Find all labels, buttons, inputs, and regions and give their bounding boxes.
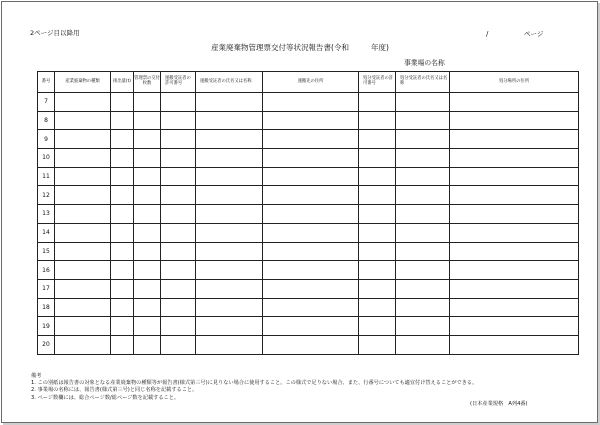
disposer-name-cell[interactable] [396,205,450,224]
waste-type-cell[interactable] [55,186,111,205]
carrier-name-cell[interactable] [196,149,263,168]
disposal-site-cell[interactable] [450,223,579,242]
disposal-site-cell[interactable] [450,261,579,280]
manifest-count-cell[interactable] [134,130,161,149]
waste-type-cell[interactable] [55,149,111,168]
disposer-permit-cell[interactable] [359,111,396,130]
row-number: 14 [38,223,55,242]
row-number: 8 [38,111,55,130]
table-row [38,186,579,205]
amount-cell[interactable] [111,279,134,298]
carrier-permit-cell[interactable] [161,242,196,261]
amount-cell[interactable] [111,335,134,354]
row-number: 17 [38,279,55,298]
row-number: 11 [38,167,55,186]
disposer-name-cell[interactable] [396,317,450,336]
standard-note: (日本産業規格 A列4番) [470,401,528,407]
carrier-name-cell[interactable] [196,186,263,205]
amount-cell[interactable] [111,130,134,149]
disposer-name-cell[interactable] [396,186,450,205]
carrier-name-cell[interactable] [196,242,263,261]
amount-cell[interactable] [111,186,134,205]
destination-address-cell[interactable] [263,167,359,186]
form-title [0,44,600,52]
manifest-count-cell[interactable] [134,242,161,261]
manifest-count-cell[interactable] [134,317,161,336]
disposer-permit-cell[interactable] [359,223,396,242]
amount-cell[interactable] [111,298,134,317]
col-disposer-permit-header: 処分受託者の許可番号 [359,72,396,93]
amount-cell[interactable] [111,205,134,224]
amount-cell[interactable] [111,149,134,168]
manifest-count-cell[interactable] [134,205,161,224]
carrier-permit-cell[interactable] [161,167,196,186]
carrier-permit-cell[interactable] [161,335,196,354]
disposal-site-cell[interactable] [450,111,579,130]
waste-type-cell[interactable] [55,205,111,224]
table-row [38,242,579,261]
disposer-permit-cell[interactable] [359,167,396,186]
carrier-name-cell[interactable] [196,130,263,149]
amount-cell[interactable] [111,242,134,261]
carrier-permit-cell[interactable] [161,205,196,224]
disposal-site-cell[interactable] [450,167,579,186]
carrier-name-cell[interactable] [196,93,263,112]
amount-cell[interactable] [111,93,134,112]
disposer-permit-cell[interactable] [359,335,396,354]
disposal-site-cell[interactable] [450,205,579,224]
carrier-name-cell[interactable] [196,111,263,130]
row-number: 9 [38,130,55,149]
disposal-site-cell[interactable] [450,149,579,168]
report-table [37,71,579,355]
destination-address-cell[interactable] [263,205,359,224]
row-number: 18 [38,298,55,317]
table-row [38,223,579,242]
table-row [38,335,579,354]
disposal-site-cell[interactable] [450,317,579,336]
table-row [38,298,579,317]
waste-type-cell[interactable] [55,279,111,298]
disposer-permit-cell[interactable] [359,205,396,224]
form-title-main: 産業廃棄物管理票交付等状況報告書(令和 [211,43,349,52]
row-number: 13 [38,205,55,224]
table-row [38,149,579,168]
carrier-name-cell[interactable] [196,205,263,224]
col-carrier-name-header: 運搬受託者の氏名又は名称 [196,72,263,93]
manifest-count-cell[interactable] [134,167,161,186]
carrier-permit-cell[interactable] [161,111,196,130]
page-note: 2ページ目以降用 [30,29,80,37]
col-waste-type-header: 産業廃棄物の種類 [55,72,111,93]
col-disposal-site-header: 処分場所の住所 [450,72,579,93]
notes [31,373,477,402]
notes-line-2: 2. 事業場の名称には、報告書(様式第三号)と同じ名称を記載すること。 [31,387,198,394]
amount-cell[interactable] [111,111,134,130]
waste-type-cell[interactable] [55,167,111,186]
carrier-permit-cell[interactable] [161,186,196,205]
disposer-permit-cell[interactable] [359,186,396,205]
disposer-name-cell[interactable] [396,149,450,168]
amount-cell[interactable] [111,223,134,242]
carrier-name-cell[interactable] [196,261,263,280]
destination-address-cell[interactable] [263,317,359,336]
disposer-name-cell[interactable] [396,279,450,298]
amount-cell[interactable] [111,167,134,186]
disposer-name-cell[interactable] [396,335,450,354]
carrier-name-cell[interactable] [196,335,263,354]
form-title-year: 年度) [371,43,389,52]
waste-type-cell[interactable] [55,111,111,130]
disposer-permit-cell[interactable] [359,261,396,280]
amount-cell[interactable] [111,261,134,280]
destination-address-cell[interactable] [263,111,359,130]
carrier-name-cell[interactable] [196,167,263,186]
carrier-permit-cell[interactable] [161,93,196,112]
waste-type-cell[interactable] [55,317,111,336]
row-number: 20 [38,335,55,354]
destination-address-cell[interactable] [263,335,359,354]
table-row [38,93,579,112]
disposer-permit-cell[interactable] [359,93,396,112]
destination-address-cell[interactable] [263,223,359,242]
table-row [38,130,579,149]
carrier-name-cell[interactable] [196,223,263,242]
manifest-count-cell[interactable] [134,279,161,298]
row-number: 19 [38,317,55,336]
disposer-name-cell[interactable] [396,261,450,280]
disposer-permit-cell[interactable] [359,279,396,298]
table-row [38,111,579,130]
carrier-permit-cell[interactable] [161,317,196,336]
disposer-name-cell[interactable] [396,167,450,186]
disposal-site-cell[interactable] [450,130,579,149]
table-row [38,205,579,224]
row-number: 10 [38,149,55,168]
row-number: 7 [38,93,55,112]
destination-address-cell[interactable] [263,242,359,261]
destination-address-cell[interactable] [263,186,359,205]
table-row [38,167,579,186]
amount-cell[interactable] [111,317,134,336]
col-amount-header: 排出量(t) [111,72,134,93]
notes-line-1: 1. この別紙は報告書の対象となる産業廃棄物の種類等が報告書(様式第三号)に見りない場合に使用すること。この様式で足りない場合、また、行番号についても適宜付け替えることができる。 [31,380,478,387]
waste-type-cell[interactable] [55,298,111,317]
destination-address-cell[interactable] [263,279,359,298]
carrier-permit-cell[interactable] [161,261,196,280]
disposal-site-cell[interactable] [450,335,579,354]
carrier-name-cell[interactable] [196,279,263,298]
disposer-permit-cell[interactable] [359,130,396,149]
disposal-site-cell[interactable] [450,279,579,298]
notes-heading: 備考 [31,373,42,379]
destination-address-cell[interactable] [263,298,359,317]
col-destination-address-header: 運搬先の住所 [263,72,359,93]
carrier-permit-cell[interactable] [161,279,196,298]
row-number: 12 [38,186,55,205]
col-manifest-count-header: 管理票の交付枚数 [134,72,161,93]
row-number: 15 [38,242,55,261]
destination-address-cell[interactable] [263,149,359,168]
disposal-site-cell[interactable] [450,93,579,112]
manifest-count-cell[interactable] [134,335,161,354]
col-carrier-permit-header: 運搬受託者の許可番号 [161,72,196,93]
table-row [38,279,579,298]
waste-type-cell[interactable] [55,335,111,354]
manifest-count-cell[interactable] [134,149,161,168]
disposer-name-cell[interactable] [396,130,450,149]
col-number-header: 番号 [38,72,55,93]
carrier-permit-cell[interactable] [161,149,196,168]
disposer-name-cell[interactable] [396,111,450,130]
waste-type-cell[interactable] [55,261,111,280]
destination-address-cell[interactable] [263,261,359,280]
carrier-permit-cell[interactable] [161,223,196,242]
destination-address-cell[interactable] [263,93,359,112]
manifest-count-cell[interactable] [134,223,161,242]
disposer-permit-cell[interactable] [359,317,396,336]
page-slash: / [486,30,489,38]
disposal-site-cell[interactable] [450,242,579,261]
notes-line-3: 3. ページ数欄には、総合ページ数/総ページ数を記載すること。 [31,394,180,401]
carrier-permit-cell[interactable] [161,298,196,317]
table-row [38,261,579,280]
manifest-count-cell[interactable] [134,186,161,205]
waste-type-cell[interactable] [55,130,111,149]
col-disposer-name-header: 処分受託者の氏名又は名称 [396,72,450,93]
manifest-count-cell[interactable] [134,93,161,112]
table-header-row [38,72,579,93]
waste-type-cell[interactable] [55,93,111,112]
disposer-permit-cell[interactable] [359,298,396,317]
manifest-count-cell[interactable] [134,111,161,130]
disposal-site-cell[interactable] [450,186,579,205]
table-row [38,317,579,336]
carrier-name-cell[interactable] [196,317,263,336]
destination-address-cell[interactable] [263,130,359,149]
manifest-count-cell[interactable] [134,298,161,317]
page-label: ページ [524,30,544,38]
disposer-permit-cell[interactable] [359,149,396,168]
disposer-permit-cell[interactable] [359,242,396,261]
business-name-label: 事業場の名称 [404,59,445,67]
disposer-name-cell[interactable] [396,223,450,242]
manifest-count-cell[interactable] [134,261,161,280]
disposal-site-cell[interactable] [450,298,579,317]
carrier-name-cell[interactable] [196,298,263,317]
disposer-name-cell[interactable] [396,93,450,112]
row-number: 16 [38,261,55,280]
disposer-name-cell[interactable] [396,298,450,317]
waste-type-cell[interactable] [55,223,111,242]
disposer-name-cell[interactable] [396,242,450,261]
carrier-permit-cell[interactable] [161,130,196,149]
waste-type-cell[interactable] [55,242,111,261]
